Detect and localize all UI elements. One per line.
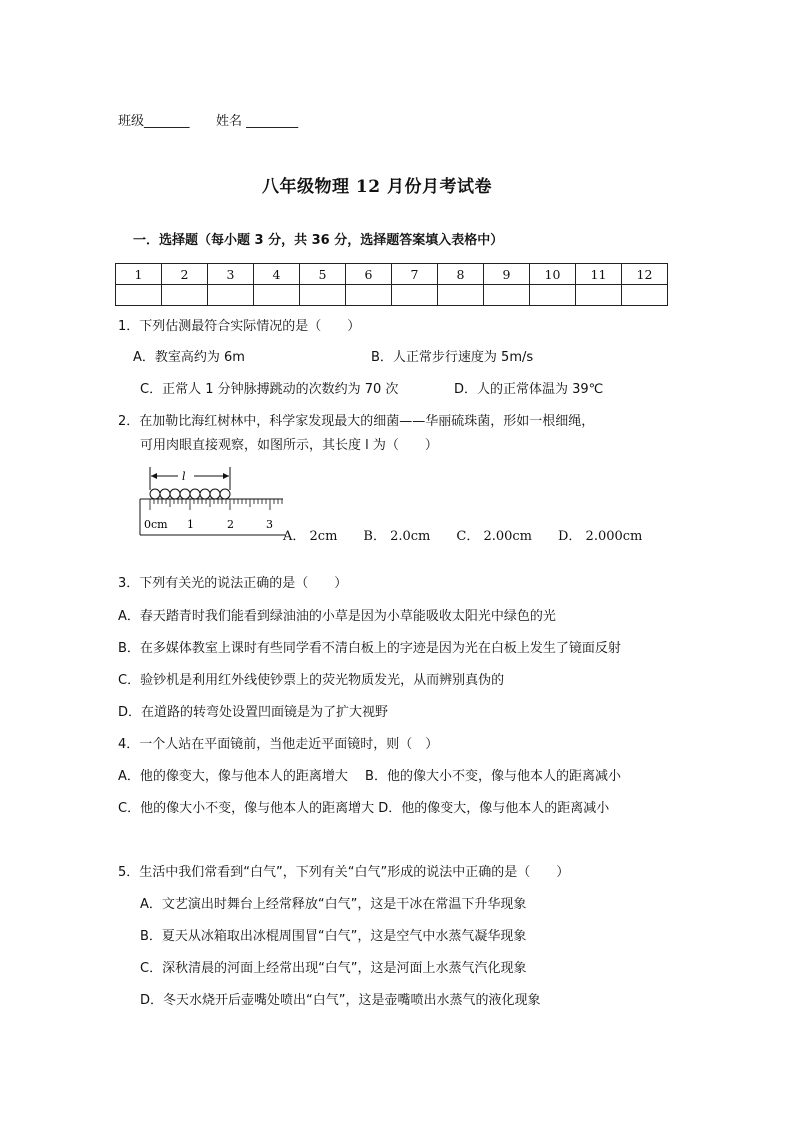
- answer-cell[interactable]: [576, 285, 622, 306]
- answer-cell[interactable]: [622, 285, 668, 306]
- answer-number-cell: 7: [392, 264, 438, 285]
- answer-cell[interactable]: [116, 285, 162, 306]
- question-1-stem: 1．下列估测最符合实际情况的是（ ）: [118, 319, 361, 334]
- answer-cell[interactable]: [300, 285, 346, 306]
- answer-cell[interactable]: [438, 285, 484, 306]
- answer-cell[interactable]: [346, 285, 392, 306]
- class-field-label: 班级_______: [118, 114, 190, 129]
- question-3-option-a: A．春天踏青时我们能看到绿油油的小草是因为小草能吸收太阳光中绿色的光: [118, 609, 556, 624]
- question-5-option-a: A．文艺演出时舞台上经常释放“白气”，这是干冰在常温下升华现象: [140, 897, 527, 912]
- answer-number-cell: 8: [438, 264, 484, 285]
- name-field-label: 姓名 ________: [216, 114, 299, 129]
- answer-number-cell: 1: [116, 264, 162, 285]
- answer-number-cell: 2: [162, 264, 208, 285]
- tick-label-3: 3: [266, 518, 273, 531]
- question-3-option-c: C．验钞机是利用红外线使钞票上的荧光物质发光，从而辨别真伪的: [118, 673, 505, 688]
- answer-cell[interactable]: [254, 285, 300, 306]
- question-3-option-d: D．在道路的转弯处设置凹面镜是为了扩大视野: [118, 705, 389, 720]
- question-4-stem: 4．一个人站在平面镜前，当他走近平面镜时，则（ ）: [118, 737, 439, 752]
- section-heading: 一．选择题（每小题 3 分，共 36 分，选择题答案填入表格中）: [133, 233, 504, 248]
- tick-label-2: 2: [227, 518, 234, 531]
- question-3-option-b: B．在多媒体教室上课时有些同学看不清白板上的字迹是因为光在白板上发生了镜面反射: [118, 641, 621, 656]
- answer-table-header-row: [116, 264, 668, 285]
- question-2-options: A． 2cm B． 2.0cm C． 2.00cm D． 2.000cm: [283, 529, 643, 544]
- answer-number-cell: 12: [622, 264, 668, 285]
- answer-number-cell: 4: [254, 264, 300, 285]
- tick-label-0cm: 0cm: [144, 518, 168, 531]
- arrowhead-right-icon: [223, 473, 229, 479]
- ruler-figure: [138, 460, 288, 540]
- answer-cell[interactable]: [530, 285, 576, 306]
- question-5-option-d: D．冬天水烧开后壶嘴处喷出“白气”，这是壶嘴喷出水蒸气的液化现象: [140, 993, 541, 1008]
- question-1-option-c: C．正常人 1 分钟脉搏跳动的次数约为 70 次: [140, 382, 399, 397]
- l-label: l: [182, 470, 186, 483]
- bacterium-chain: [150, 489, 230, 499]
- answer-cell[interactable]: [208, 285, 254, 306]
- answer-number-cell: 6: [346, 264, 392, 285]
- question-1-option-d: D．人的正常体温为 39℃: [454, 382, 604, 397]
- arrowhead-left-icon: [151, 473, 157, 479]
- answer-table: [115, 263, 668, 306]
- tick-label-1: 1: [187, 518, 194, 531]
- question-4-options-ab: A．他的像变大，像与他本人的距离增大 B．他的像大小不变，像与他本人的距离减小: [118, 769, 621, 784]
- answer-number-cell: 9: [484, 264, 530, 285]
- question-1-option-b: B．人正常步行速度为 5m/s: [371, 350, 534, 365]
- answer-number-cell: 5: [300, 264, 346, 285]
- answer-number-cell: 11: [576, 264, 622, 285]
- answer-number-cell: 10: [530, 264, 576, 285]
- question-2-stem-line1: 2．在加勒比海红树林中，科学家发现最大的细菌——华丽硫珠菌，形如一根细绳，: [118, 414, 595, 429]
- question-5-stem: 5．生活中我们常看到“白气”，下列有关“白气”形成的说法中正确的是（ ）: [118, 865, 570, 880]
- answer-cell[interactable]: [484, 285, 530, 306]
- page-title: 八年级物理 12 月份月考试卷: [262, 177, 492, 197]
- question-2-stem-line2: 可用肉眼直接观察，如图所示，其长度 l 为（ ）: [140, 438, 438, 453]
- answer-cell[interactable]: [392, 285, 438, 306]
- question-5-option-b: B．夏天从冰箱取出冰棍周围冒“白气”，这是空气中水蒸气凝华现象: [140, 929, 527, 944]
- question-3-stem: 3．下列有关光的说法正确的是（ ）: [118, 576, 348, 591]
- question-1-option-a: A．教室高约为 6m: [133, 350, 245, 365]
- question-4-options-cd: C．他的像大小不变，像与他本人的距离增大 D．他的像变大，像与他本人的距离减小: [118, 801, 610, 816]
- answer-number-cell: 3: [208, 264, 254, 285]
- ruler-ticks: [150, 499, 282, 510]
- answer-cell[interactable]: [162, 285, 208, 306]
- question-5-option-c: C．深秋清晨的河面上经常出现“白气”，这是河面上水蒸气汽化现象: [140, 961, 527, 976]
- answer-table-input-row: [116, 285, 668, 306]
